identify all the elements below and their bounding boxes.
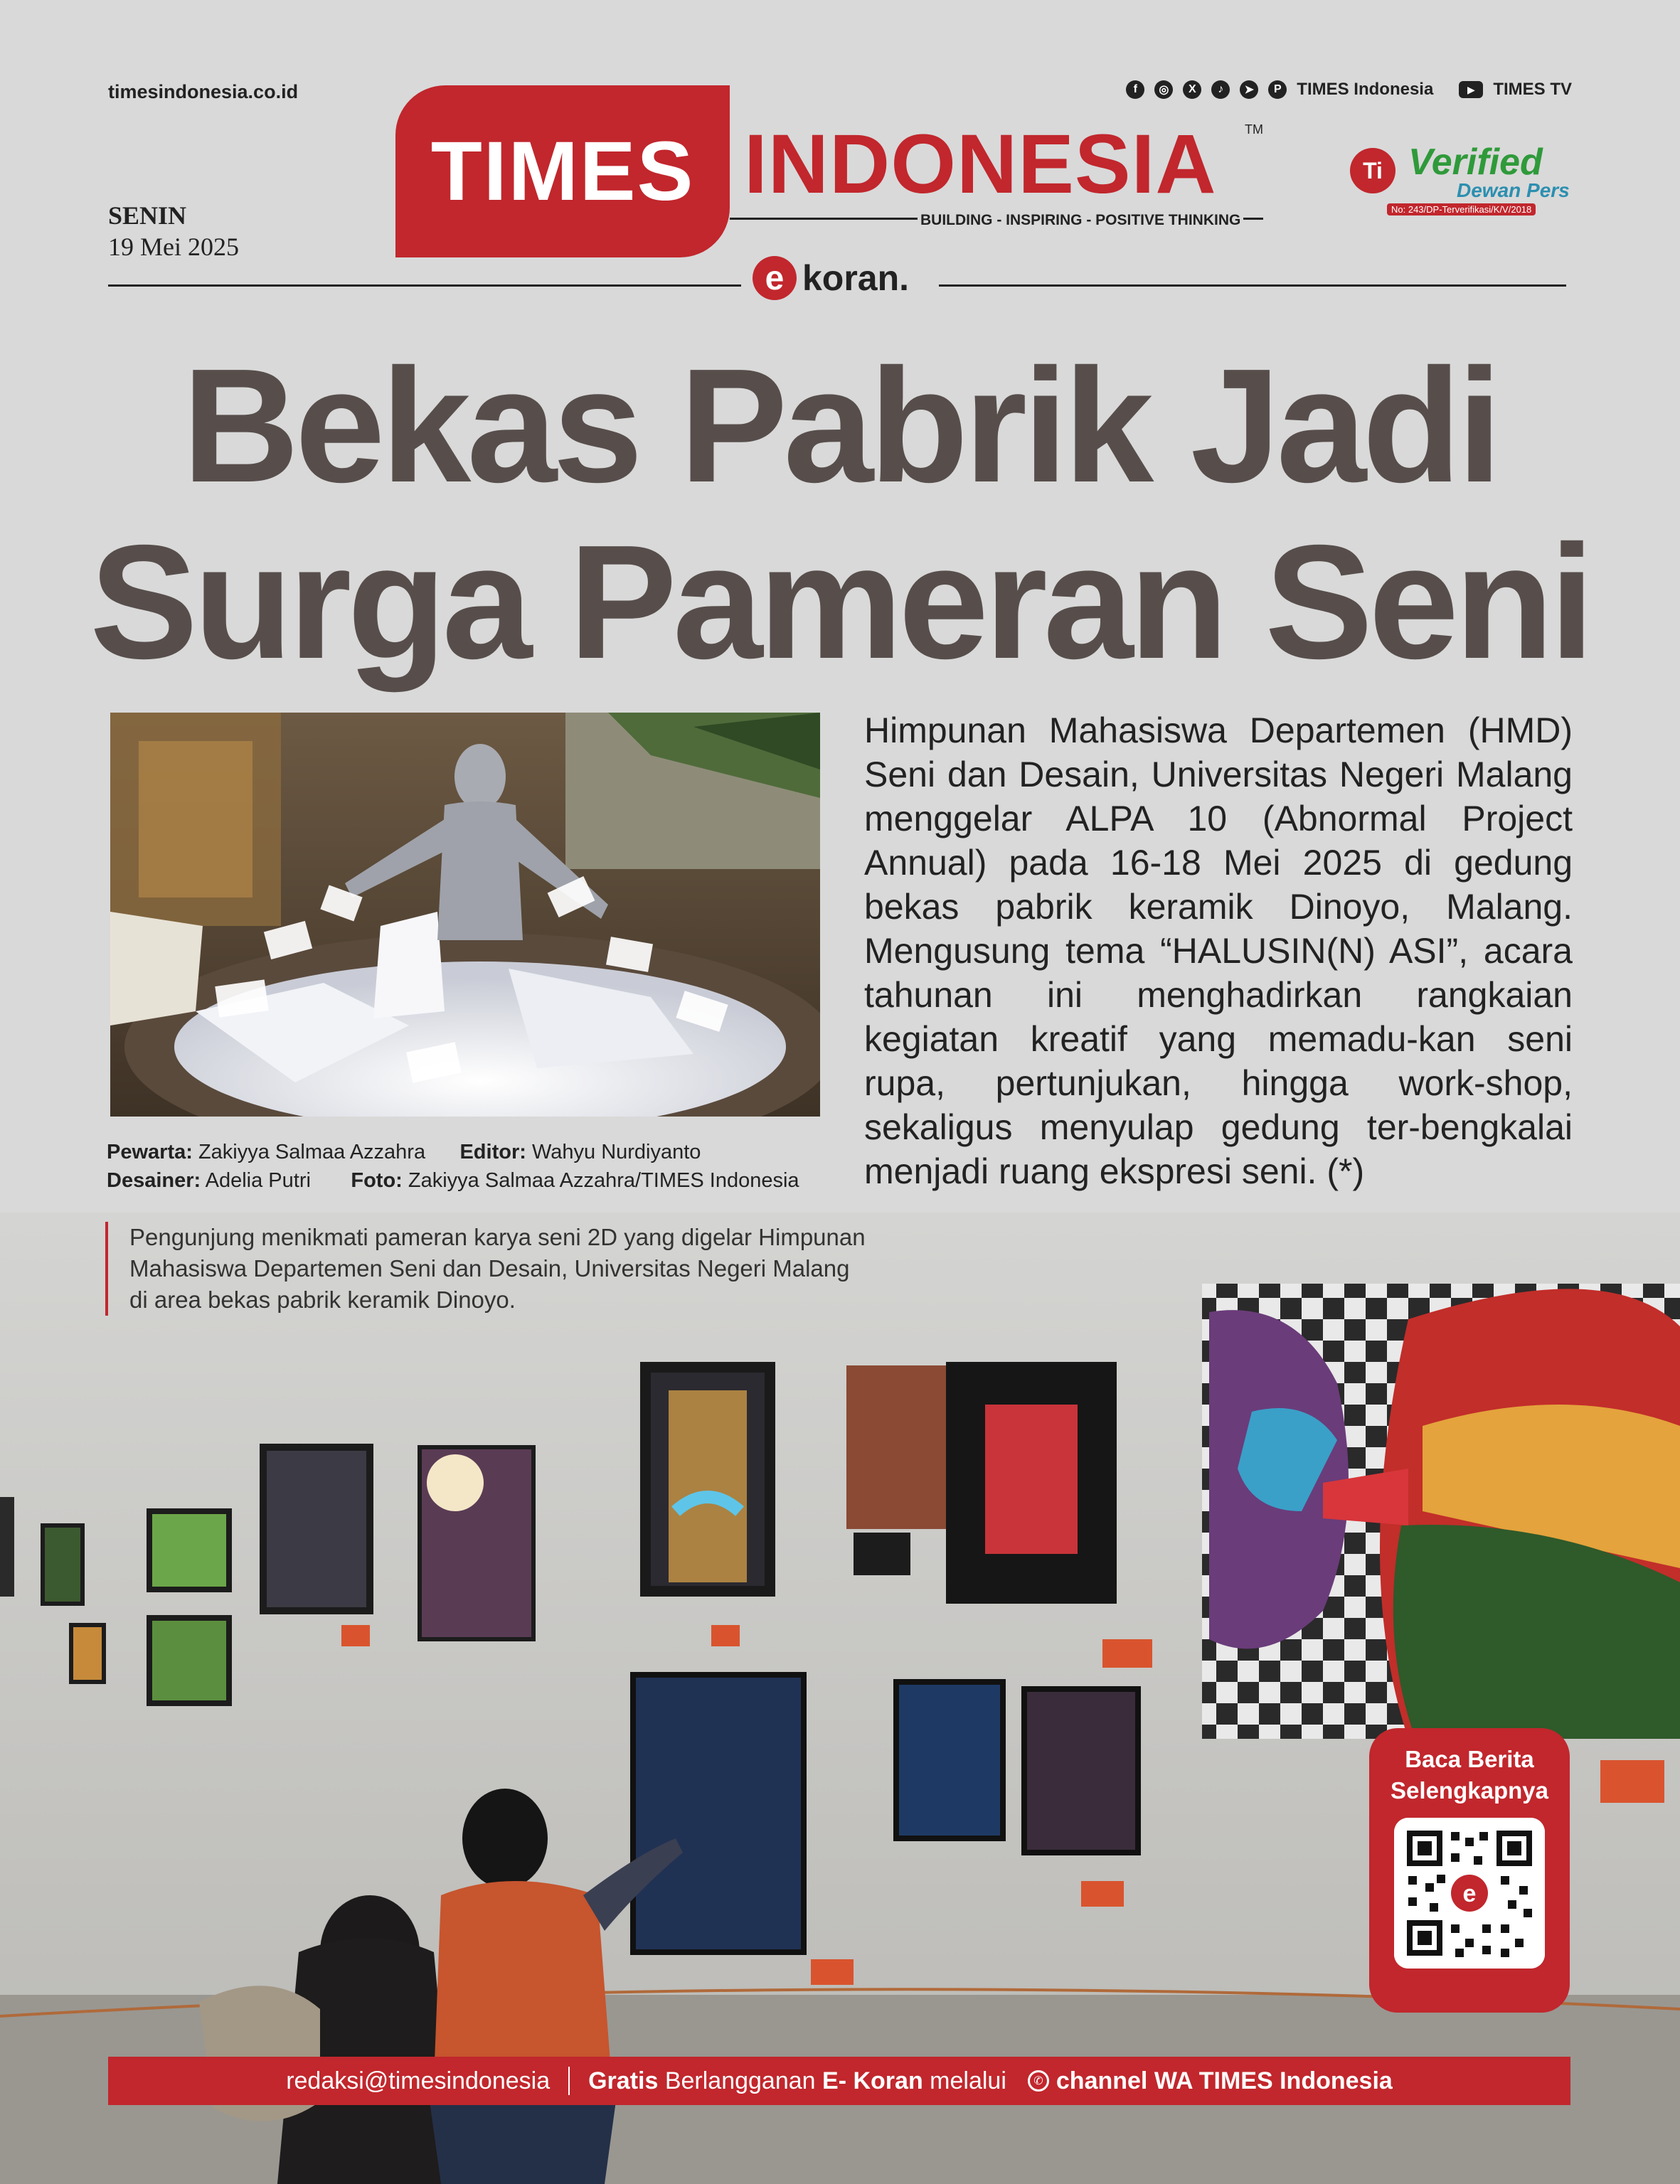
credits-row-1 <box>107 1138 854 1166</box>
logo-trademark: TM <box>1245 122 1263 137</box>
foto-label: Foto: <box>351 1169 403 1192</box>
logo-times: TIMES <box>395 85 730 257</box>
qr-code-icon[interactable] <box>1394 1818 1545 1969</box>
x-icon[interactable]: X <box>1183 80 1201 99</box>
footer-bar <box>108 2057 1570 2105</box>
issue-date: 19 Mei 2025 <box>108 233 239 261</box>
footer-melalui: melalui <box>930 2067 1006 2094</box>
exhibition-photo <box>0 1213 1680 2184</box>
photo-credits <box>107 1138 854 1195</box>
footer-email[interactable]: redaksi@timesindonesia <box>286 2067 551 2094</box>
footer-ekoran: E- Koran <box>822 2067 923 2094</box>
headline-line-2: Surga Pameran Seni <box>90 512 1590 693</box>
editor-name: Wahyu Nurdiyanto <box>531 1141 701 1163</box>
sculpture-photo-art <box>110 713 820 1117</box>
footer-channel[interactable]: channel WA TIMES Indonesia <box>1056 2067 1393 2094</box>
headline-line-1: Bekas Pabrik Jadi <box>182 336 1498 516</box>
tiktok-icon[interactable]: ♪ <box>1211 80 1230 99</box>
ekoran-e-icon: e <box>753 256 797 300</box>
footer-separator <box>568 2067 570 2095</box>
whatsapp-icon: ✆ <box>1028 2070 1049 2092</box>
qr-title <box>1369 1744 1570 1806</box>
ti-logo-icon: Ti <box>1350 148 1395 193</box>
pewarta-name: Zakiyya Salmaa Azzahra <box>198 1141 426 1163</box>
headline <box>71 338 1609 691</box>
sculpture-photo <box>110 713 820 1117</box>
foto-name: Zakiyya Salmaa Azzahra/TIMES Indonesia <box>408 1169 799 1192</box>
facebook-icon[interactable]: f <box>1126 80 1144 99</box>
qr-code-graphic <box>1394 1818 1545 1969</box>
logo-indonesia: INDONESIA <box>744 117 1217 211</box>
editor-label: Editor: <box>459 1141 526 1163</box>
verification-number: No: 243/DP-Terverifikasi/K/V/2018 <box>1387 203 1536 215</box>
ekoran-word: koran. <box>802 258 910 298</box>
photo-caption: Pengunjung menikmati pameran karya seni 2D yang digelar Himpunan Mahasiswa Departemen Seni dan Desain, Universitas Negeri Malang di area bekas pabrik keramik Dinoyo. <box>105 1222 869 1316</box>
verified-badge <box>1350 141 1570 219</box>
desainer-label: Desainer: <box>107 1169 201 1192</box>
credits-row-2 <box>107 1166 854 1195</box>
social-links <box>1126 80 1572 100</box>
social-label: TIMES Indonesia <box>1297 80 1434 99</box>
exhibition-photo-art <box>0 1213 1680 2184</box>
read-more-qr-box[interactable] <box>1369 1728 1570 2013</box>
lead-paragraph: Himpunan Mahasiswa Departemen (HMD) Seni dan Desain, Universitas Negeri Malang menggelar ALPA 10 (Abnormal Project Annual) pada 16-18 Mei 2025 di gedung bekas pabrik keramik Dinoyo, Malang. Mengusung tema “HALUSIN(N) ASI”, acara tahunan ini menghadirkan rangkaian kegiatan kreatif yang memadu-kan seni rupa, pertunjukan, hingga work-shop, sekaligus menyulap gedung ter-bengkalai menjadi ruang ekspresi seni. (*) <box>864 710 1573 1191</box>
pinterest-icon[interactable]: P <box>1268 80 1287 99</box>
site-url[interactable]: timesindonesia.co.id <box>108 81 299 102</box>
qr-title-line-2: Selengkapnya <box>1391 1777 1548 1804</box>
qr-title-line-1: Baca Berita <box>1405 1746 1534 1772</box>
header-rule-left <box>108 284 741 287</box>
desainer-name: Adelia Putri <box>205 1169 311 1192</box>
verified-word: Verified <box>1408 142 1543 183</box>
ekoran-logo <box>753 256 909 300</box>
instagram-icon[interactable]: ◎ <box>1154 80 1173 99</box>
logo-tagline: BUILDING - INSPIRING - POSITIVE THINKING <box>918 212 1243 229</box>
header-rule-right <box>939 284 1566 287</box>
pewarta-label: Pewarta: <box>107 1141 193 1163</box>
svg-text:e: e <box>1462 1880 1477 1907</box>
footer-gratis: Gratis <box>588 2067 659 2094</box>
issue-day: SENIN <box>108 201 187 230</box>
tv-label: TIMES TV <box>1493 80 1572 99</box>
telegram-icon[interactable]: ➤ <box>1240 80 1258 99</box>
youtube-icon[interactable]: ▶ <box>1459 81 1483 98</box>
footer-berlangganan: Berlangganan <box>664 2067 816 2094</box>
dewan-pers: Dewan Pers <box>1457 179 1570 201</box>
